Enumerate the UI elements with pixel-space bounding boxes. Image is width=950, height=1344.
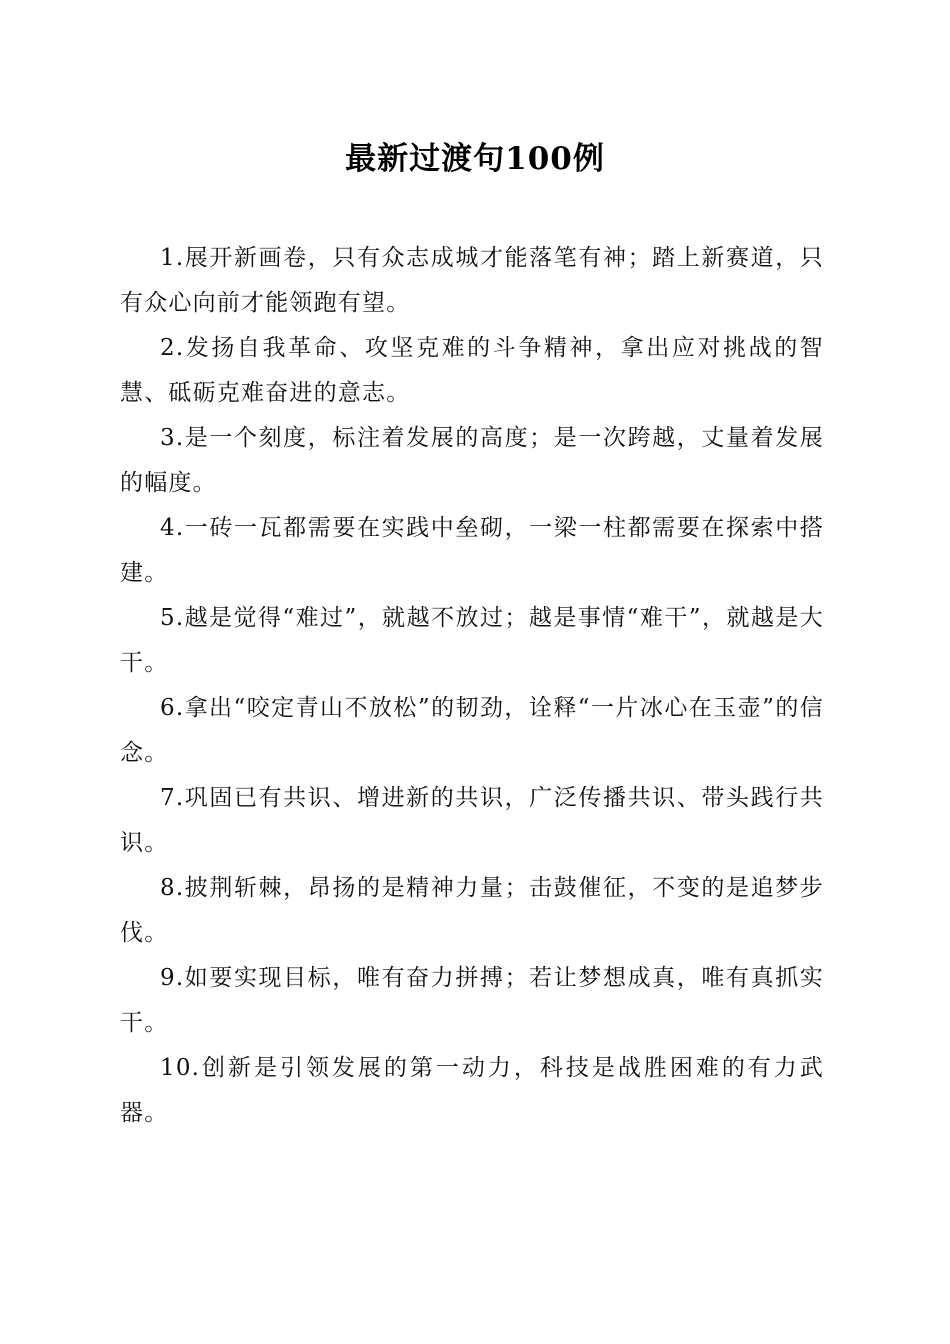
list-item: 7.巩固已有共识、增进新的共识，广泛传播共识、带头践行共识。 xyxy=(120,785,824,856)
list-item: 10.创新是引领发展的第一动力，科技是战胜困难的有力武器。 xyxy=(120,1055,824,1126)
list-item: 1.展开新画卷，只有众志成城才能落笔有神；踏上新赛道，只有众心向前才能领跑有望。 xyxy=(120,245,824,316)
list-item: 9.如要实现目标，唯有奋力拼搏；若让梦想成真，唯有真抓实干。 xyxy=(120,965,824,1036)
list-item: 3.是一个刻度，标注着发展的高度；是一次跨越，丈量着发展的幅度。 xyxy=(120,425,824,496)
list-item: 4.一砖一瓦都需要在实践中垒砌，一梁一柱都需要在探索中搭建。 xyxy=(120,515,824,586)
list-item: 5.越是觉得“难过”，就越不放过；越是事情“难干”，就越是大干。 xyxy=(120,605,824,676)
list-item: 6.拿出“咬定青山不放松”的韧劲，诠释“一片冰心在玉壶”的信念。 xyxy=(120,695,824,766)
list-item: 2.发扬自我革命、攻坚克难的斗争精神，拿出应对挑战的智慧、砥砺克难奋进的意志。 xyxy=(120,335,824,406)
list-item: 8.披荆斩棘，昂扬的是精神力量；击鼓催征，不变的是追梦步伐。 xyxy=(120,875,824,946)
document-title: 最新过渡句100例 xyxy=(345,141,605,177)
document-body xyxy=(120,236,824,1136)
